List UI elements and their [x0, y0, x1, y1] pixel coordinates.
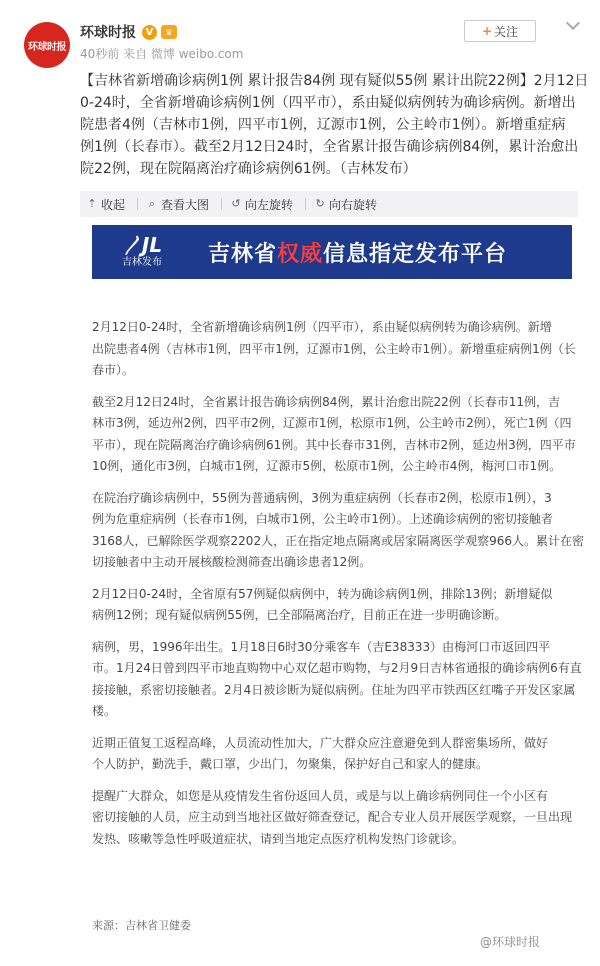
article-paragraph: [92, 786, 572, 851]
rotate-left-label: 向左旋转: [245, 197, 294, 212]
jilin-fabu-logo: [92, 225, 192, 279]
post-line: 【吉林省新增确诊病例1例 累计报告84例 现有疑似55例 累计出院22例】2月12日: [80, 73, 589, 89]
article-line: 个人防护，勤洗手，戴口罩，少出门，勿聚集，保护好自己和家人的健康。: [92, 757, 489, 771]
verified-icon: V: [142, 25, 157, 40]
banner-title-highlight: 权威: [277, 241, 324, 267]
article-source: 来源：吉林省卫健委: [92, 919, 191, 932]
divider: [221, 198, 222, 210]
article-line: 出院患者4例（吉林市1例，四平市1例，辽源市1例，公主岭市1例）。新增重症病例1例（长: [92, 341, 576, 356]
post-line: 院22例，现在院隔离治疗确诊病例61例。（吉林发布）: [80, 161, 417, 177]
post-image[interactable]: [80, 217, 584, 966]
article-line: 截至2月12日24时，全省累计报告确诊病例84例，累计治愈出院22例（长春市11例，吉: [92, 394, 560, 409]
view-large-button[interactable]: [146, 196, 209, 213]
article-paragraph: [92, 317, 576, 382]
divider: [305, 198, 306, 210]
post-text: [80, 70, 589, 180]
logo-text: 吉林发布: [122, 257, 162, 268]
follow-button[interactable]: [464, 20, 536, 42]
article-line: 在院治疗确诊病例中，55例为普通病例，3例为重症病例（长春市2例，松原市1例），3: [92, 490, 552, 505]
article-line: 2月12日0-24时，全省原有57例疑似病例中，转为确诊病例1例，排除13例；新增疑似: [92, 586, 553, 601]
article-line: 病例，男，1996年出生。1月18日6时30分乘客车（吉E38333）由梅河口市返回四平: [92, 639, 551, 654]
avatar[interactable]: 环球时报: [24, 22, 70, 68]
article-line: 林市3例，延边州2例，四平市2例，辽源市1例，松原市1例，公主岭市2例），死亡1例（四: [92, 416, 572, 430]
article-body: [92, 317, 584, 860]
article-line: 平市），现在院隔离治疗确诊病例61例。其中长春市31例，吉林市2例，延边州3例，四平市: [92, 437, 576, 452]
article-line: 楼。: [92, 704, 117, 718]
rotate-right-button[interactable]: [314, 196, 377, 213]
collapse-label: 收起: [101, 197, 126, 212]
article-line: 切接触者中主动开展核酸检测筛查出确诊患者12例。: [92, 555, 372, 569]
banner-title-part: 吉林省: [208, 241, 278, 267]
article-line: 例为危重症病例（长春市1例，白城市1例，公主岭市1例）。上述确诊病例的密切接触者: [92, 512, 553, 526]
media-box: [80, 191, 584, 966]
article-line: 发热、咳嗽等急性呼吸道症状，请到当地定点医疗机构发热门诊就诊。: [92, 831, 465, 846]
rotate-right-label: 向右旋转: [329, 197, 378, 212]
article-paragraph: [92, 584, 572, 627]
chevron-down-icon[interactable]: [566, 18, 580, 32]
article-line: 提醒广大群众，如您是从疫情发生省份返回人员，或是与以上确诊病例同住一个小区有: [92, 788, 549, 803]
banner-title-part: 信息指定发布平台: [323, 241, 508, 267]
divider: [137, 198, 138, 210]
article-line: 市。1月24日曾到四平市地直购物中心双亿超市购物，与2月9日吉林省通报的确诊病例6有直: [92, 661, 582, 675]
arrow-up-icon: ⇡: [87, 197, 97, 210]
banner: [92, 225, 572, 279]
article-line: 接接触，系密切接触者。2月4日被诊断为疑似病例。住址为四平市铁西区红嘴子开发区家属: [92, 682, 576, 697]
view-large-label: 查看大图: [161, 197, 210, 212]
article-line: 10例，通化市3例，白城市1例，辽源市5例，松原市1例，公主岭市4例，梅河口市1例。: [92, 459, 562, 473]
article-line: 密切接触的人员，应主动到当地社区做好筛查登记，配合专业人员开展医学观察，一旦出现: [92, 810, 573, 824]
follow-label: 关注: [494, 24, 519, 39]
weibo-watermark: @环球时报: [480, 935, 541, 949]
post-line: 例1例（长春市）。截至2月12日24时，全省累计报告确诊病例84例，累计治愈出: [80, 139, 579, 155]
collapse-button[interactable]: [86, 196, 125, 213]
article-line: 2月12日0-24时，全省新增确诊病例1例（四平市），系由疑似病例转为确诊病例。新增: [92, 320, 552, 334]
article-paragraph: [92, 392, 576, 478]
article-line: 近期正值复工返程高峰，人员流动性加大，广大群众应注意避免到人群密集场所，做好: [92, 735, 549, 750]
post-meta: 40秒前 来自 微博 weibo.com: [80, 47, 244, 61]
article-paragraph: [92, 637, 582, 723]
article-paragraph: [92, 733, 572, 776]
banner-title: [208, 237, 507, 268]
article-line: 病例12例；现有疑似病例55例，已全部隔离治疗，目前正在进一步明确诊断。: [92, 608, 507, 622]
rotate-right-icon: ↻: [315, 197, 325, 210]
article-line: 春市）。: [92, 363, 135, 377]
magnifier-icon: ⌕: [148, 197, 156, 210]
article-paragraph: [92, 488, 584, 574]
user-name[interactable]: 环球时报: [80, 25, 136, 41]
article-line: 3168人，已解除医学观察2202人，正在指定地点隔离或居家隔离医学观察966人。累计在密: [92, 533, 584, 548]
image-toolbar: [80, 191, 578, 217]
name-row: [80, 22, 177, 42]
post-header: [0, 0, 600, 66]
member-crown-icon: ♛: [161, 25, 177, 39]
post-line: 0-24时，全省新增确诊病例1例（四平市），系由疑似病例转为确诊病例。新增出: [80, 95, 576, 111]
rotate-left-icon: ↺: [231, 197, 241, 210]
plus-icon: +: [481, 24, 493, 38]
jl-logo-icon: 〳JL: [121, 233, 163, 257]
post-line: 院患者4例（吉林市1例，四平市1例，辽源市1例，公主岭市1例）。新增重症病: [80, 117, 566, 133]
rotate-left-button[interactable]: [230, 196, 293, 213]
